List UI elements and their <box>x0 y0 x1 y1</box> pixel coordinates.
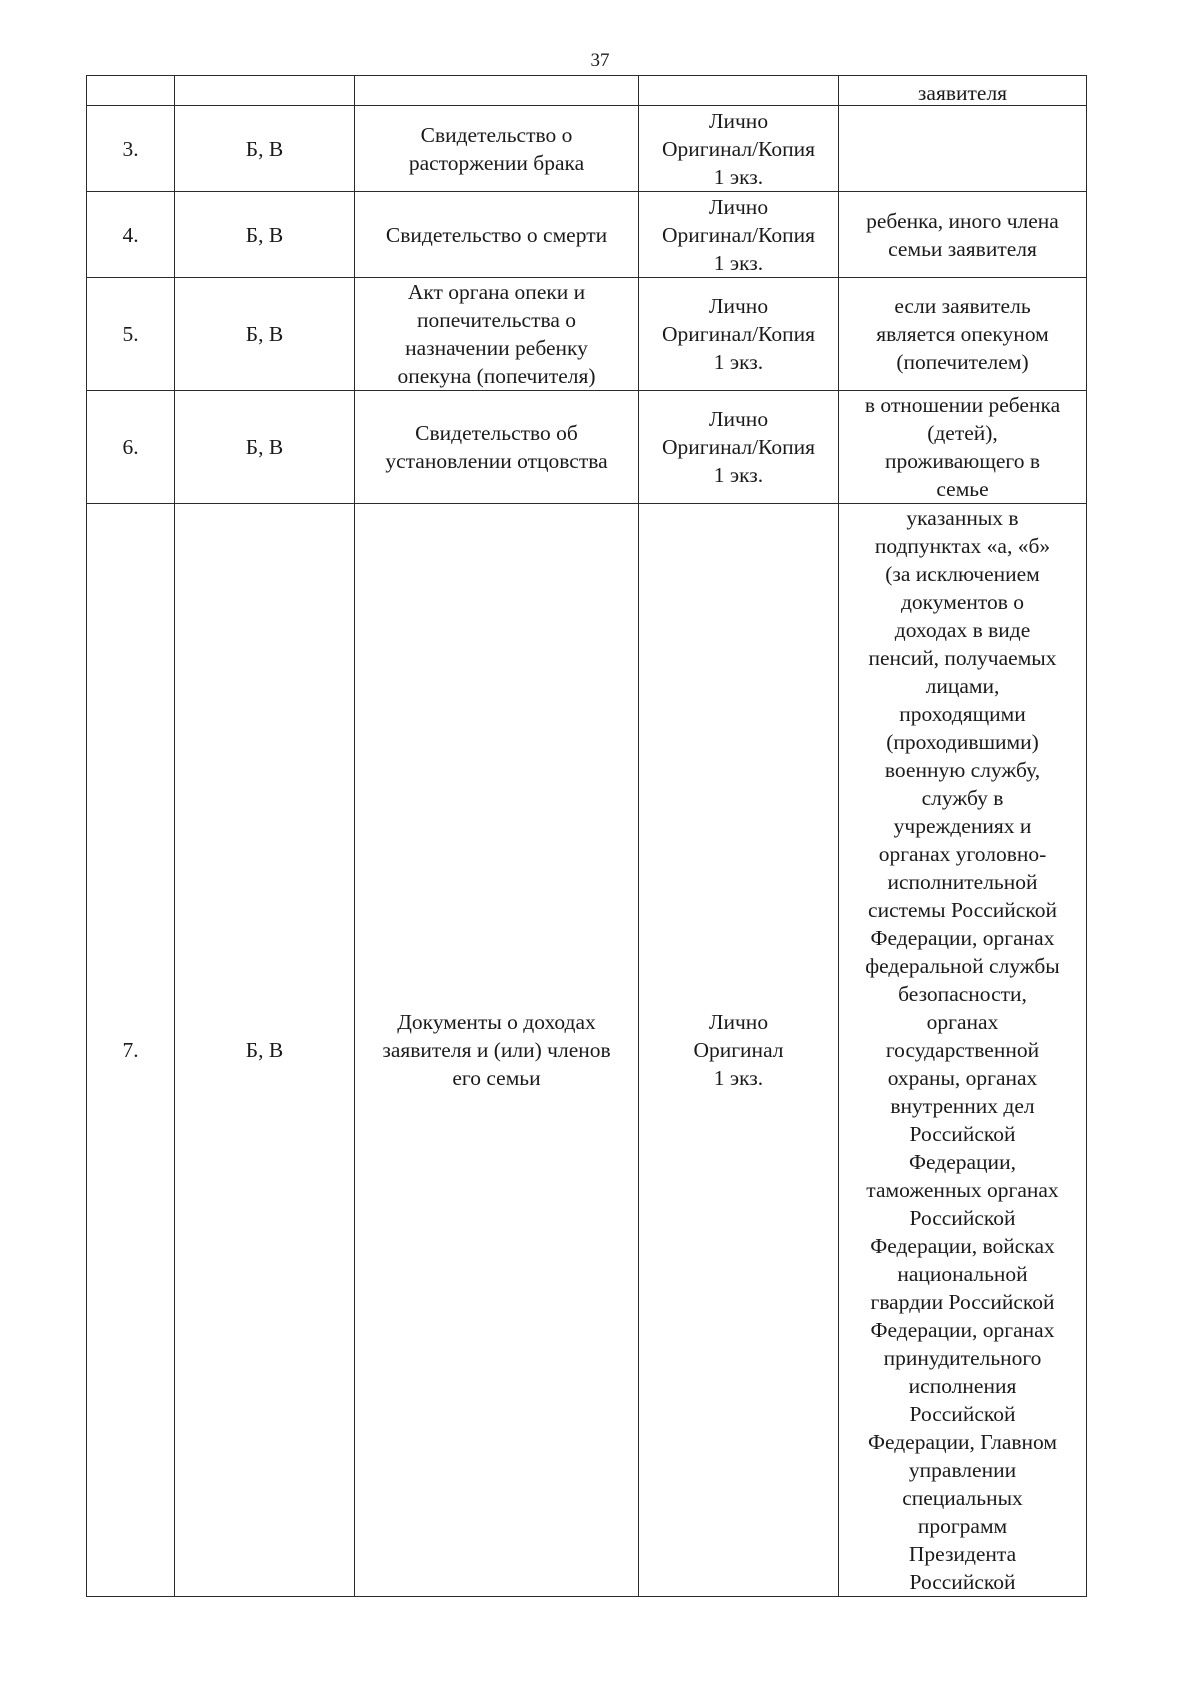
cell-text-line: службу в <box>921 786 1004 810</box>
cell-submission <box>639 192 839 278</box>
cell-text-line: его семьи <box>452 1066 541 1090</box>
cell-note <box>839 278 1087 391</box>
table-row <box>87 391 1087 504</box>
cell-text-line: органах уголовно- <box>878 842 1047 866</box>
cell-text-line: подпунктах «а, «б» <box>874 534 1051 558</box>
cell-text-line: Свидетельство об <box>415 421 578 445</box>
cell-text-line: Федерации, органах <box>870 926 1055 950</box>
cell-text-line: Лично <box>708 1010 769 1034</box>
cell-text-line: Федерации, войсках <box>870 1234 1055 1258</box>
cell-text-line: 1 экз. <box>713 250 764 275</box>
cell-text-line: (проходившими) <box>886 730 1039 754</box>
cell-text-line: проходящими <box>899 702 1026 726</box>
cell-category: Б, В <box>175 391 355 504</box>
cell-document <box>355 278 639 391</box>
cell-document <box>355 192 639 278</box>
cell-text-line: является опекуном <box>876 322 1049 346</box>
cell-note <box>839 391 1087 504</box>
cell-text-line: программ <box>917 1514 1008 1538</box>
cell-note <box>839 106 1087 192</box>
cell-number: 3. <box>87 106 175 192</box>
cell-text-line: лицами, <box>925 674 1000 698</box>
cell-text-line: (за исключением <box>885 562 1040 586</box>
cell-text-line: федеральной службы <box>865 954 1060 978</box>
table-row-continuation <box>87 76 1087 106</box>
cell-number: 6. <box>87 391 175 504</box>
cell-text-line: принудительного <box>883 1346 1042 1370</box>
cell-text-line: установлении отцовства <box>385 449 608 473</box>
cell-text-line: 1 экз. <box>713 350 764 374</box>
cell-text-line: Оригинал <box>693 1038 784 1062</box>
cell-text-line: государственной <box>885 1038 1040 1062</box>
cell-text-line: Свидетельство о <box>420 122 573 147</box>
cell-text-line: Российской <box>909 1206 1016 1230</box>
cell-text-line: Федерации, органах <box>870 1318 1055 1342</box>
cell-text-line: семьи заявителя <box>888 236 1037 261</box>
cell-text-line: специальных <box>902 1486 1023 1510</box>
cell-category: Б, В <box>175 278 355 391</box>
cell-text-line: внутренних дел <box>890 1094 1035 1118</box>
cell-text-line: Лично <box>708 108 769 133</box>
cell-text-line: Оригинал/Копия <box>662 222 815 247</box>
cell-text-line: Президента <box>908 1542 1017 1566</box>
cell-text-line: Акт органа опеки и <box>407 280 586 304</box>
cell-text-line: исполнения <box>908 1374 1017 1398</box>
cell-text-line: ребенка, иного члена <box>866 208 1059 233</box>
cell-text-line: 1 экз. <box>713 164 764 189</box>
cell-text-line: Лично <box>708 194 769 219</box>
cell-document <box>355 504 639 1597</box>
cell-text-line: проживающего в <box>885 449 1040 473</box>
cell-text-line: Оригинал/Копия <box>662 136 815 161</box>
cell-submission <box>639 76 839 106</box>
cell-number: 5. <box>87 278 175 391</box>
cell-text-line: национальной <box>897 1262 1028 1286</box>
cell-text-line: в отношении ребенка <box>864 393 1061 417</box>
table-row <box>87 192 1087 278</box>
cell-submission <box>639 391 839 504</box>
cell-text-line: семье <box>936 477 989 501</box>
cell-text-line: Российской <box>909 1570 1016 1594</box>
table-row <box>87 106 1087 192</box>
cell-document <box>355 76 639 106</box>
cell-text-line: охраны, органах <box>887 1066 1038 1090</box>
cell-number: 7. <box>87 504 175 1597</box>
cell-text-line: заявителя и (или) членов <box>382 1038 611 1062</box>
cell-text-line: исполнительной <box>887 870 1038 894</box>
cell-number <box>87 76 175 106</box>
cell-text-line: учреждениях и <box>893 814 1032 838</box>
cell-text-line: Документы о доходах <box>397 1010 596 1034</box>
cell-text-line: военную службу, <box>884 758 1041 782</box>
cell-document <box>355 106 639 192</box>
cell-text-line: системы Российской <box>868 898 1057 922</box>
cell-text-line: Лично <box>708 407 769 431</box>
cell-text-line: доходах в виде <box>894 618 1031 642</box>
cell-text-line: Федерации, <box>909 1150 1016 1174</box>
table-row <box>87 278 1087 391</box>
page-number: 37 <box>590 50 610 71</box>
cell-category <box>175 76 355 106</box>
cell-note: заявителя <box>839 76 1087 106</box>
cell-text-line: расторжении брака <box>408 150 585 175</box>
cell-text-line: Оригинал/Копия <box>662 322 815 346</box>
cell-note <box>839 504 1087 1597</box>
cell-text-line: (детей), <box>927 421 998 445</box>
cell-text-line: Федерации, Главном <box>868 1430 1057 1454</box>
cell-category: Б, В <box>175 106 355 192</box>
cell-document <box>355 391 639 504</box>
table-row <box>87 504 1087 1597</box>
cell-text-line: назначении ребенку <box>405 336 588 360</box>
cell-text-line: Оригинал/Копия <box>662 435 815 459</box>
cell-text-line: Российской <box>909 1122 1016 1146</box>
cell-category: Б, В <box>175 504 355 1597</box>
cell-text-line: документов о <box>900 590 1025 614</box>
cell-submission <box>639 504 839 1597</box>
cell-text-line: гвардии Российской <box>870 1290 1055 1314</box>
cell-text-line: пенсий, получаемых <box>868 646 1057 670</box>
cell-text-line: безопасности, <box>898 982 1027 1006</box>
cell-text-line: 1 экз. <box>713 1066 764 1090</box>
cell-text-line: 1 экз. <box>713 463 764 487</box>
cell-text-line: органах <box>926 1010 999 1034</box>
cell-text-line: (попечителем) <box>896 350 1029 374</box>
documents-table <box>86 75 1087 1597</box>
cell-note <box>839 192 1087 278</box>
cell-text-line: если заявитель <box>894 294 1031 318</box>
cell-submission <box>639 106 839 192</box>
cell-number: 4. <box>87 192 175 278</box>
cell-text-line: управлении <box>908 1458 1017 1482</box>
cell-text-line: Российской <box>909 1402 1016 1426</box>
cell-submission <box>639 278 839 391</box>
cell-category: Б, В <box>175 192 355 278</box>
cell-text-line: опекуна (попечителя) <box>397 364 596 388</box>
cell-text-line: Свидетельство о смерти <box>385 222 608 247</box>
cell-text-line: Лично <box>708 294 769 318</box>
cell-text-line: указанных в <box>906 506 1019 530</box>
cell-text-line: таможенных органах <box>866 1178 1059 1202</box>
cell-text-line: попечительства о <box>416 308 577 332</box>
